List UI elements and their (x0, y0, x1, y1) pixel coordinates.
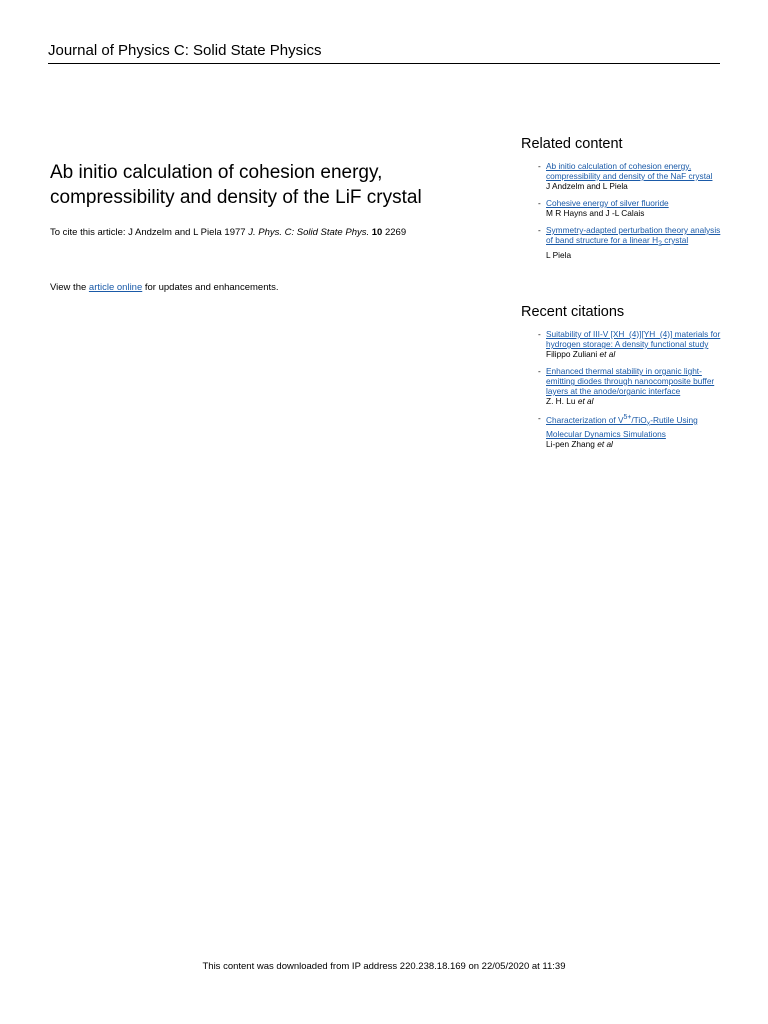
citation-link-3-sup: 5+ (623, 414, 632, 421)
related-authors-3: L Piela (546, 249, 572, 260)
citation-journal: J. Phys. C: Solid State Phys. (248, 227, 370, 238)
bullet-dash: - (538, 329, 541, 339)
citation-authors-2 (546, 396, 726, 406)
related-link-3-main: Symmetry-adapted perturbation theory analysis of band structure for a linear H (546, 225, 721, 245)
list-item (521, 329, 726, 359)
download-footer: This content was downloaded from IP address 220.238.18.169 on 22/05/2020 at 11:39 (202, 961, 566, 972)
article-main (50, 160, 490, 239)
list-item (521, 198, 726, 218)
article-title-line1: Ab initio calculation of cohesion energy, (50, 162, 383, 183)
citation-link-2[interactable]: Enhanced thermal stability in organic light-emitting diodes through nanocomposite buffer layers at the anode/organic interface (546, 366, 715, 396)
citation-link-1[interactable]: Suitability of III-V [XH_(4)][YH_(4)] materials for hydrogen storage: A density functional study (546, 329, 721, 349)
citation-authors-2-etal: et al (577, 396, 594, 406)
citation-authors-3-name: Li-pen Zhang (546, 439, 595, 450)
view-prefix: View the (50, 282, 89, 293)
related-authors-2: M R Hayns and J -L Calais (546, 208, 645, 218)
related-content-heading: Related content (521, 136, 623, 152)
related-content-panel (521, 136, 726, 267)
citation-page: 2269 (384, 227, 407, 238)
list-item (521, 161, 726, 191)
bullet-dash: - (538, 198, 541, 208)
citation-authors-3-etal: et al (597, 439, 613, 450)
citation-link-3-c: -Rutile Using Molecular Dynamics Simulations (546, 414, 698, 440)
view-online-line (50, 282, 279, 294)
article-online-link[interactable]: article online (88, 282, 143, 293)
citation-prefix: To cite this article: J Andzelm and L Piela 1977 (50, 227, 249, 238)
bullet-dash: - (538, 413, 541, 423)
bullet-dash: - (538, 366, 541, 376)
list-item (521, 413, 726, 449)
citation-authors-2-name: Z. H. Lu (546, 396, 576, 406)
citation-authors-1-name: Filippo Zuliani (546, 349, 598, 359)
related-link-1[interactable]: Ab initio calculation of cohesion energy, compressibility and density of the NaF crystal (546, 161, 713, 181)
bullet-dash: - (538, 161, 541, 171)
related-link-3[interactable] (546, 225, 726, 250)
view-suffix: for updates and enhancements. (142, 282, 279, 293)
related-link-2[interactable]: Cohesive energy of silver fluoride (546, 198, 669, 208)
related-list (521, 161, 726, 260)
journal-title: Journal of Physics C: Solid State Physics (48, 42, 322, 59)
citation-volume: 10 (371, 227, 383, 238)
article-title-line2: compressibility and density of the LiF crystal (50, 187, 422, 208)
related-link-3-tail: crystal (661, 235, 689, 245)
citation-authors-3 (546, 439, 726, 449)
citation-link-3-b: /TiO (631, 414, 647, 425)
list-item (521, 225, 726, 260)
related-authors-1: J Andzelm and L Piela (546, 181, 628, 191)
recent-list (521, 329, 726, 449)
citation-link-3-a: Characterization of V (546, 414, 624, 425)
citation-link-3[interactable] (546, 413, 726, 439)
recent-citations-heading: Recent citations (521, 304, 625, 320)
recent-citations-panel (521, 304, 726, 456)
journal-header (48, 42, 720, 64)
citation-link-3-sub: x (646, 420, 651, 428)
article-title (50, 160, 490, 210)
citation-authors-1-etal: et al (599, 349, 616, 359)
bullet-dash: - (538, 225, 541, 235)
citation-line (50, 227, 490, 239)
citation-authors-1 (546, 349, 726, 359)
related-link-3-sub: 2 (658, 240, 662, 248)
list-item (521, 366, 726, 406)
